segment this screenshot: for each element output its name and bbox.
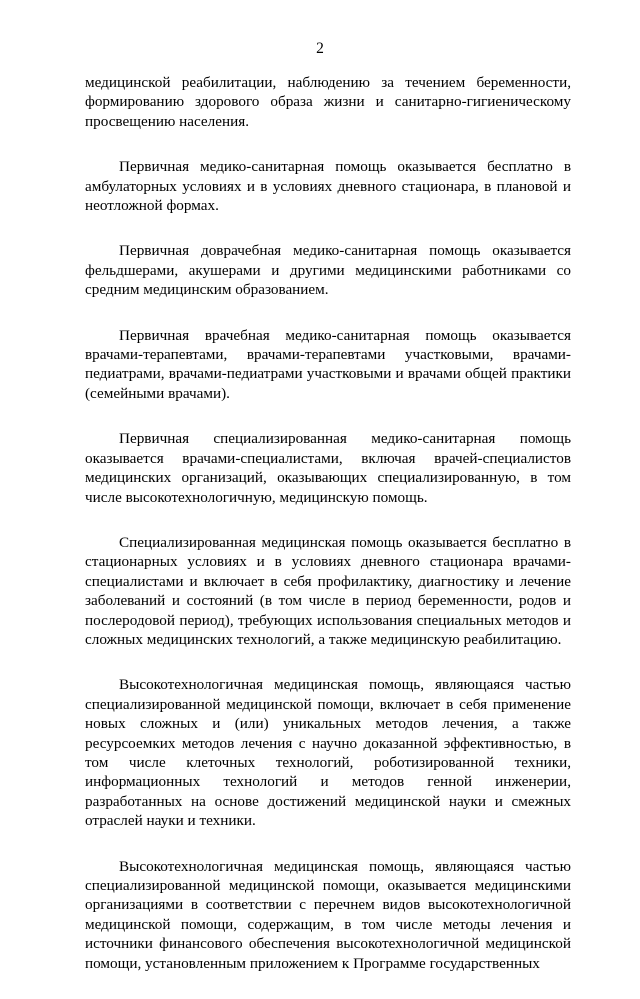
paragraph-primary-care: Первичная медико-санитарная помощь оказывается бесплатно в амбулаторных условиях и в условиях дневного стационара, в плановой и неотложной формах. (85, 158, 571, 215)
paragraph-specialized-primary-care: Первичная специализированная медико-санитарная помощь оказывается врачами-специалистами, включая врачей-специалистов медицинских организаций, оказывающих специализированную, в том числе высокотехнологичную, медицинскую помощь. (85, 430, 571, 506)
paragraph-continuation: медицинской реабилитации, наблюдению за течением беременности, формированию здорового образа жизни и санитарно-гигиеническому просвещению населения. (85, 74, 571, 130)
paragraph-high-tech-care-definition: Высокотехнологичная медицинская помощь, являющаяся частью специализированной медицинской помощи, включает в себя применение новых сложных и (или) уникальных методов лечения, а также ресурсоемких методов лечения с научно доказанной эффективностью, в том числе клеточных технологий, роботизированной техники, информационных технологий и методов генной инженерии, разработанных на основе достижений медицинской науки и смежных отраслей науки и техники. (85, 676, 571, 830)
paragraph-specialized-care: Специализированная медицинская помощь оказывается бесплатно в стационарных условиях и в условиях дневного стационара врачами-специалистами и включает в себя профилактику, диагностику и лечение заболеваний и состояний (в том числе в период беременности, родов и послеродовой период), требующих использования специальных методов и сложных медицинских технологий, а также медицинскую реабилитацию. (85, 533, 571, 648)
paragraph-high-tech-care-provision: Высокотехнологичная медицинская помощь, являющаяся частью специализированной медицинской помощи, оказывается медицинскими организациями в соответствии с перечнем видов высокотехнологичной медицинской помощи, содержащим, в том числе методы лечения и источники финансового обеспечения высокотехнологичной медицинской помощи, установленным приложением к Программе государственных (85, 857, 571, 972)
document-body (85, 73, 571, 999)
paragraph-physician-care: Первичная врачебная медико-санитарная помощь оказывается врачами-терапевтами, врачами-терапевтами участковыми, врачами-педиатрами, врачами-педиатрами участковыми и врачами общей практики (семейными врачами). (85, 326, 571, 402)
page-number: 2 (316, 40, 324, 57)
paragraph-prephysician-care: Первичная доврачебная медико-санитарная помощь оказывается фельдшерами, акушерами и другими медицинскими работниками со средним медицинским образованием. (85, 242, 571, 299)
